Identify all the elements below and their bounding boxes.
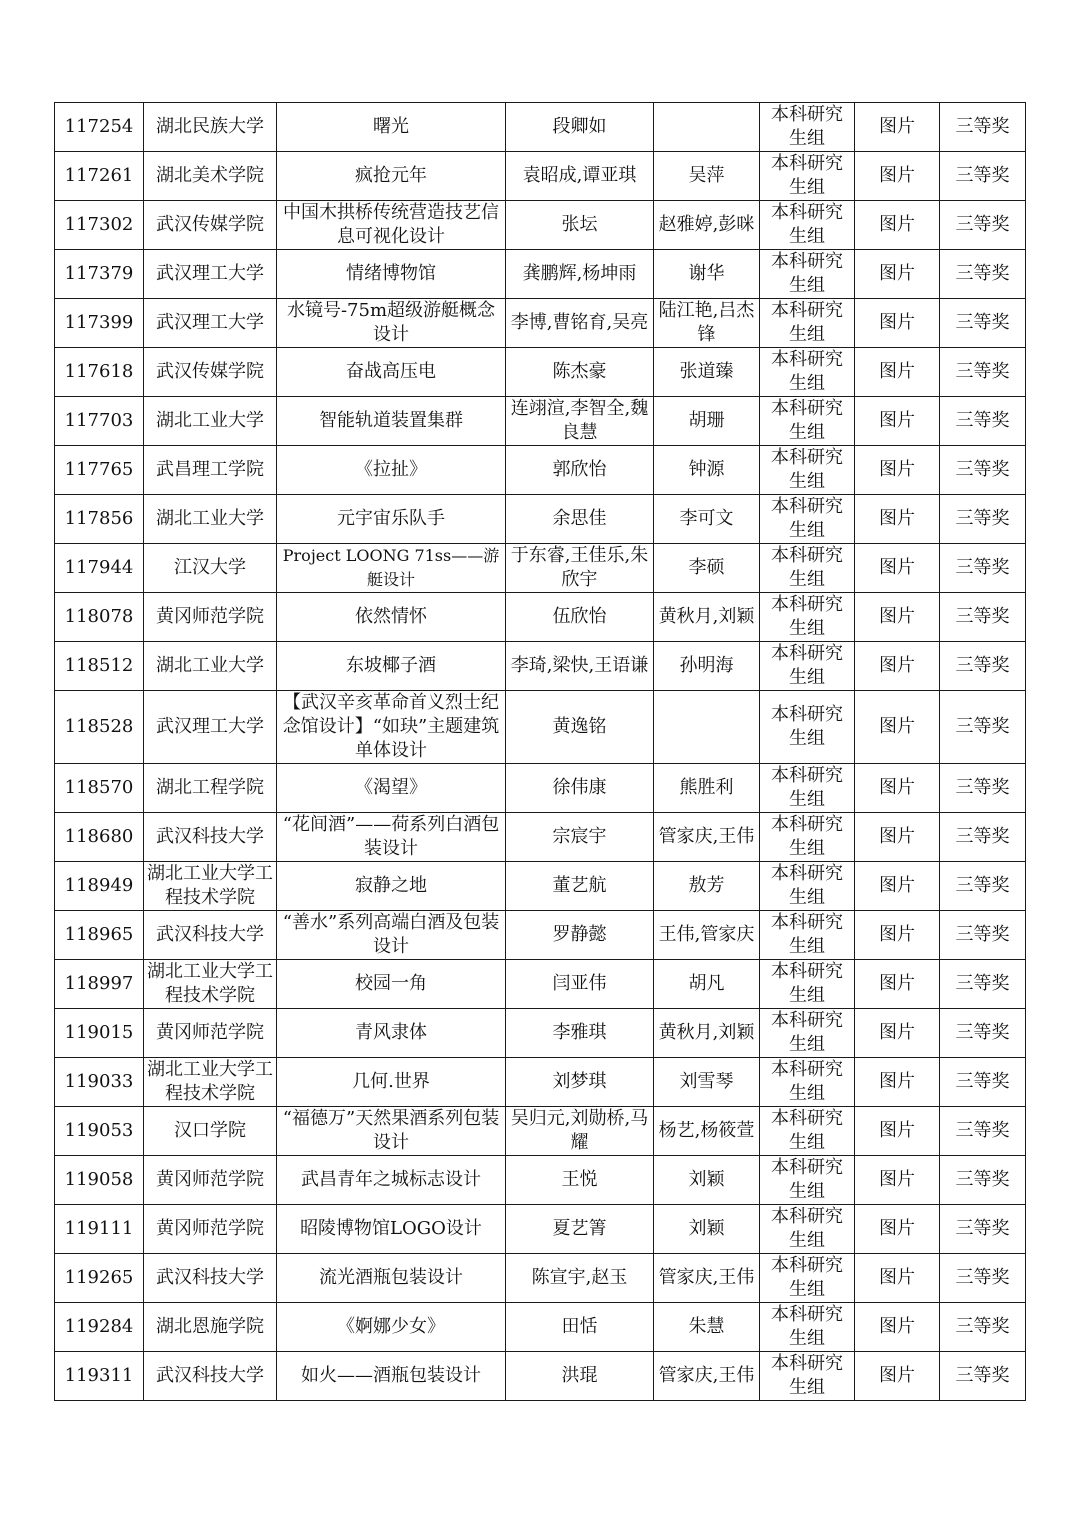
authors-cell: 余思佳	[506, 495, 654, 544]
table-row	[55, 960, 1026, 1009]
authors-cell: 徐伟康	[506, 764, 654, 813]
award-cell: 三等奖	[940, 1352, 1026, 1401]
school-cell: 湖北工程学院	[144, 764, 277, 813]
entry-id-cell: 118570	[55, 764, 144, 813]
entry-id-cell: 119311	[55, 1352, 144, 1401]
group-cell: 本科研究生组	[760, 642, 855, 691]
advisor-cell	[654, 691, 760, 764]
school-cell: 湖北工业大学工程技术学院	[144, 960, 277, 1009]
school-cell: 江汉大学	[144, 544, 277, 593]
entry-id-cell: 119265	[55, 1254, 144, 1303]
award-cell: 三等奖	[940, 862, 1026, 911]
advisor-cell: 李可文	[654, 495, 760, 544]
entry-id-cell: 118512	[55, 642, 144, 691]
entry-id-cell: 118965	[55, 911, 144, 960]
school-cell: 武汉传媒学院	[144, 201, 277, 250]
category-cell: 图片	[855, 813, 940, 862]
award-cell: 三等奖	[940, 1107, 1026, 1156]
entry-id-cell: 117254	[55, 103, 144, 152]
entry-id-cell: 118528	[55, 691, 144, 764]
school-cell: 武汉理工大学	[144, 299, 277, 348]
school-cell: 武汉科技大学	[144, 1254, 277, 1303]
group-cell: 本科研究生组	[760, 1352, 855, 1401]
table-row	[55, 1058, 1026, 1107]
authors-cell: 龚鹏辉,杨坤雨	[506, 250, 654, 299]
authors-cell: 郭欣怡	[506, 446, 654, 495]
table-row	[55, 103, 1026, 152]
category-cell: 图片	[855, 201, 940, 250]
authors-cell: 田恬	[506, 1303, 654, 1352]
authors-cell: 董艺航	[506, 862, 654, 911]
award-cell: 三等奖	[940, 1156, 1026, 1205]
school-cell: 湖北美术学院	[144, 152, 277, 201]
group-cell: 本科研究生组	[760, 764, 855, 813]
award-cell: 三等奖	[940, 201, 1026, 250]
advisor-cell: 刘颖	[654, 1156, 760, 1205]
school-cell: 湖北工业大学	[144, 642, 277, 691]
category-cell: 图片	[855, 1352, 940, 1401]
entry-id-cell: 118949	[55, 862, 144, 911]
category-cell: 图片	[855, 764, 940, 813]
award-cell: 三等奖	[940, 348, 1026, 397]
work-title-cell: 依然情怀	[277, 593, 506, 642]
authors-cell: 罗静懿	[506, 911, 654, 960]
award-cell: 三等奖	[940, 299, 1026, 348]
entry-id-cell: 119284	[55, 1303, 144, 1352]
work-title-cell: 水镜号-75m超级游艇概念设计	[277, 299, 506, 348]
category-cell: 图片	[855, 1107, 940, 1156]
category-cell: 图片	[855, 397, 940, 446]
group-cell: 本科研究生组	[760, 544, 855, 593]
table-row	[55, 1254, 1026, 1303]
work-title-cell: “善水”系列高端白酒及包装设计	[277, 911, 506, 960]
advisor-cell: 吴萍	[654, 152, 760, 201]
advisor-cell: 刘颖	[654, 1205, 760, 1254]
group-cell: 本科研究生组	[760, 299, 855, 348]
work-title-cell: 【武汉辛亥革命首义烈士纪念馆设计】“如玦”主题建筑单体设计	[277, 691, 506, 764]
award-cell: 三等奖	[940, 1058, 1026, 1107]
entry-id-cell: 117944	[55, 544, 144, 593]
advisor-cell: 胡珊	[654, 397, 760, 446]
advisor-cell: 王伟,管家庆	[654, 911, 760, 960]
award-cell: 三等奖	[940, 1009, 1026, 1058]
authors-cell: 李雅琪	[506, 1009, 654, 1058]
table-row	[55, 446, 1026, 495]
advisor-cell: 赵雅婷,彭咪	[654, 201, 760, 250]
school-cell: 武汉传媒学院	[144, 348, 277, 397]
group-cell: 本科研究生组	[760, 1058, 855, 1107]
table-row	[55, 1009, 1026, 1058]
category-cell: 图片	[855, 1303, 940, 1352]
group-cell: 本科研究生组	[760, 348, 855, 397]
category-cell: 图片	[855, 1058, 940, 1107]
work-title-cell: 元宇宙乐队手	[277, 495, 506, 544]
entry-id-cell: 119053	[55, 1107, 144, 1156]
work-title-cell: 《婀娜少女》	[277, 1303, 506, 1352]
group-cell: 本科研究生组	[760, 1107, 855, 1156]
work-title-cell: 校园一角	[277, 960, 506, 1009]
school-cell: 黄冈师范学院	[144, 1205, 277, 1254]
award-cell: 三等奖	[940, 642, 1026, 691]
group-cell: 本科研究生组	[760, 103, 855, 152]
entry-id-cell: 119015	[55, 1009, 144, 1058]
advisor-cell: 张道臻	[654, 348, 760, 397]
work-title-cell: 奋战高压电	[277, 348, 506, 397]
award-cell: 三等奖	[940, 495, 1026, 544]
work-title-cell: “福德万”天然果酒系列包装设计	[277, 1107, 506, 1156]
entry-id-cell: 119111	[55, 1205, 144, 1254]
work-title-cell: 中国木拱桥传统营造技艺信息可视化设计	[277, 201, 506, 250]
school-cell: 湖北工业大学	[144, 495, 277, 544]
school-cell: 湖北工业大学	[144, 397, 277, 446]
entry-id-cell: 117765	[55, 446, 144, 495]
work-title-cell: “花间酒”——荷系列白酒包装设计	[277, 813, 506, 862]
advisor-cell: 胡凡	[654, 960, 760, 1009]
advisor-cell: 孙明海	[654, 642, 760, 691]
work-title-cell: 流光酒瓶包装设计	[277, 1254, 506, 1303]
entry-id-cell: 117618	[55, 348, 144, 397]
table-row	[55, 299, 1026, 348]
authors-cell: 吴归元,刘勋桥,马耀	[506, 1107, 654, 1156]
advisor-cell: 管家庆,王伟	[654, 813, 760, 862]
award-cell: 三等奖	[940, 1303, 1026, 1352]
table-row	[55, 1352, 1026, 1401]
table-row	[55, 544, 1026, 593]
authors-cell: 夏艺箐	[506, 1205, 654, 1254]
table-row	[55, 862, 1026, 911]
advisor-cell: 刘雪琴	[654, 1058, 760, 1107]
work-title-cell: 智能轨道装置集群	[277, 397, 506, 446]
school-cell: 武汉科技大学	[144, 1352, 277, 1401]
authors-cell: 陈杰豪	[506, 348, 654, 397]
table-row	[55, 593, 1026, 642]
table-row	[55, 1107, 1026, 1156]
advisor-cell: 管家庆,王伟	[654, 1254, 760, 1303]
award-rows	[55, 103, 1026, 1401]
school-cell: 湖北工业大学工程技术学院	[144, 1058, 277, 1107]
award-cell: 三等奖	[940, 1205, 1026, 1254]
authors-cell: 袁昭成,谭亚琪	[506, 152, 654, 201]
work-title-cell: 曙光	[277, 103, 506, 152]
group-cell: 本科研究生组	[760, 397, 855, 446]
group-cell: 本科研究生组	[760, 911, 855, 960]
authors-cell: 陈宣宇,赵玉	[506, 1254, 654, 1303]
group-cell: 本科研究生组	[760, 593, 855, 642]
work-title-cell: 情绪博物馆	[277, 250, 506, 299]
group-cell: 本科研究生组	[760, 495, 855, 544]
group-cell: 本科研究生组	[760, 960, 855, 1009]
table-row	[55, 1156, 1026, 1205]
school-cell: 汉口学院	[144, 1107, 277, 1156]
work-title-cell: 《拉扯》	[277, 446, 506, 495]
table-row	[55, 911, 1026, 960]
advisor-cell: 管家庆,王伟	[654, 1352, 760, 1401]
category-cell: 图片	[855, 1009, 940, 1058]
award-cell: 三等奖	[940, 593, 1026, 642]
school-cell: 湖北民族大学	[144, 103, 277, 152]
authors-cell: 刘梦琪	[506, 1058, 654, 1107]
authors-cell: 闫亚伟	[506, 960, 654, 1009]
work-title-cell: 昭陵博物馆LOGO设计	[277, 1205, 506, 1254]
authors-cell: 李博,曹铭育,吴亮	[506, 299, 654, 348]
group-cell: 本科研究生组	[760, 862, 855, 911]
group-cell: 本科研究生组	[760, 1254, 855, 1303]
entry-id-cell: 117703	[55, 397, 144, 446]
award-cell: 三等奖	[940, 103, 1026, 152]
advisor-cell: 朱慧	[654, 1303, 760, 1352]
advisor-cell: 谢华	[654, 250, 760, 299]
group-cell: 本科研究生组	[760, 152, 855, 201]
authors-cell: 段卿如	[506, 103, 654, 152]
group-cell: 本科研究生组	[760, 1156, 855, 1205]
authors-cell: 连翊渲,李智全,魏良慧	[506, 397, 654, 446]
work-title-cell: 《渴望》	[277, 764, 506, 813]
category-cell: 图片	[855, 299, 940, 348]
award-cell: 三等奖	[940, 397, 1026, 446]
category-cell: 图片	[855, 642, 940, 691]
group-cell: 本科研究生组	[760, 446, 855, 495]
award-cell: 三等奖	[940, 446, 1026, 495]
group-cell: 本科研究生组	[760, 1205, 855, 1254]
category-cell: 图片	[855, 103, 940, 152]
award-cell: 三等奖	[940, 911, 1026, 960]
advisor-cell: 黄秋月,刘颖	[654, 593, 760, 642]
authors-cell: 于东睿,王佳乐,朱欣宇	[506, 544, 654, 593]
work-title-cell: 寂静之地	[277, 862, 506, 911]
work-title-cell: 武昌青年之城标志设计	[277, 1156, 506, 1205]
table-row	[55, 495, 1026, 544]
group-cell: 本科研究生组	[760, 813, 855, 862]
entry-id-cell: 118078	[55, 593, 144, 642]
entry-id-cell: 117302	[55, 201, 144, 250]
category-cell: 图片	[855, 348, 940, 397]
table-row	[55, 764, 1026, 813]
work-title-cell: 疯抢元年	[277, 152, 506, 201]
entry-id-cell: 117856	[55, 495, 144, 544]
work-title-cell: 东坡椰子酒	[277, 642, 506, 691]
authors-cell: 洪琨	[506, 1352, 654, 1401]
table-row	[55, 1303, 1026, 1352]
award-cell: 三等奖	[940, 813, 1026, 862]
entry-id-cell: 118680	[55, 813, 144, 862]
award-cell: 三等奖	[940, 960, 1026, 1009]
school-cell: 武汉理工大学	[144, 250, 277, 299]
award-cell: 三等奖	[940, 152, 1026, 201]
award-table	[54, 102, 1026, 1401]
school-cell: 武汉科技大学	[144, 813, 277, 862]
category-cell: 图片	[855, 862, 940, 911]
category-cell: 图片	[855, 446, 940, 495]
group-cell: 本科研究生组	[760, 691, 855, 764]
award-list-sheet	[54, 102, 1025, 1401]
authors-cell: 伍欣怡	[506, 593, 654, 642]
work-title-cell: 青风隶体	[277, 1009, 506, 1058]
table-row	[55, 348, 1026, 397]
work-title-cell: 几何.世界	[277, 1058, 506, 1107]
entry-id-cell: 117261	[55, 152, 144, 201]
award-cell: 三等奖	[940, 250, 1026, 299]
category-cell: 图片	[855, 250, 940, 299]
authors-cell: 黄逸铭	[506, 691, 654, 764]
school-cell: 黄冈师范学院	[144, 1156, 277, 1205]
group-cell: 本科研究生组	[760, 201, 855, 250]
school-cell: 武昌理工学院	[144, 446, 277, 495]
table-row	[55, 691, 1026, 764]
advisor-cell: 敖芳	[654, 862, 760, 911]
table-row	[55, 201, 1026, 250]
school-cell: 武汉理工大学	[144, 691, 277, 764]
category-cell: 图片	[855, 960, 940, 1009]
table-row	[55, 250, 1026, 299]
group-cell: 本科研究生组	[760, 1009, 855, 1058]
table-row	[55, 397, 1026, 446]
school-cell: 黄冈师范学院	[144, 593, 277, 642]
category-cell: 图片	[855, 1205, 940, 1254]
award-cell: 三等奖	[940, 544, 1026, 593]
group-cell: 本科研究生组	[760, 1303, 855, 1352]
table-row	[55, 642, 1026, 691]
table-row	[55, 1205, 1026, 1254]
entry-id-cell: 117399	[55, 299, 144, 348]
work-title-cell: Project LOONG 71ss——游艇设计	[277, 544, 506, 593]
school-cell: 湖北工业大学工程技术学院	[144, 862, 277, 911]
category-cell: 图片	[855, 495, 940, 544]
category-cell: 图片	[855, 593, 940, 642]
school-cell: 武汉科技大学	[144, 911, 277, 960]
advisor-cell: 黄秋月,刘颖	[654, 1009, 760, 1058]
group-cell: 本科研究生组	[760, 250, 855, 299]
category-cell: 图片	[855, 911, 940, 960]
award-cell: 三等奖	[940, 1254, 1026, 1303]
entry-id-cell: 117379	[55, 250, 144, 299]
advisor-cell: 钟源	[654, 446, 760, 495]
school-cell: 湖北恩施学院	[144, 1303, 277, 1352]
category-cell: 图片	[855, 544, 940, 593]
authors-cell: 王悦	[506, 1156, 654, 1205]
advisor-cell: 陆江艳,吕杰锋	[654, 299, 760, 348]
award-cell: 三等奖	[940, 691, 1026, 764]
entry-id-cell: 118997	[55, 960, 144, 1009]
work-title-cell: 如火——酒瓶包装设计	[277, 1352, 506, 1401]
category-cell: 图片	[855, 1254, 940, 1303]
school-cell: 黄冈师范学院	[144, 1009, 277, 1058]
authors-cell: 张坛	[506, 201, 654, 250]
category-cell: 图片	[855, 1156, 940, 1205]
category-cell: 图片	[855, 152, 940, 201]
entry-id-cell: 119058	[55, 1156, 144, 1205]
award-cell: 三等奖	[940, 764, 1026, 813]
advisor-cell: 杨艺,杨筱萱	[654, 1107, 760, 1156]
table-row	[55, 813, 1026, 862]
table-row	[55, 152, 1026, 201]
advisor-cell: 熊胜利	[654, 764, 760, 813]
category-cell: 图片	[855, 691, 940, 764]
advisor-cell: 李硕	[654, 544, 760, 593]
entry-id-cell: 119033	[55, 1058, 144, 1107]
authors-cell: 宗宸宇	[506, 813, 654, 862]
authors-cell: 李琦,梁快,王语谦	[506, 642, 654, 691]
advisor-cell	[654, 103, 760, 152]
